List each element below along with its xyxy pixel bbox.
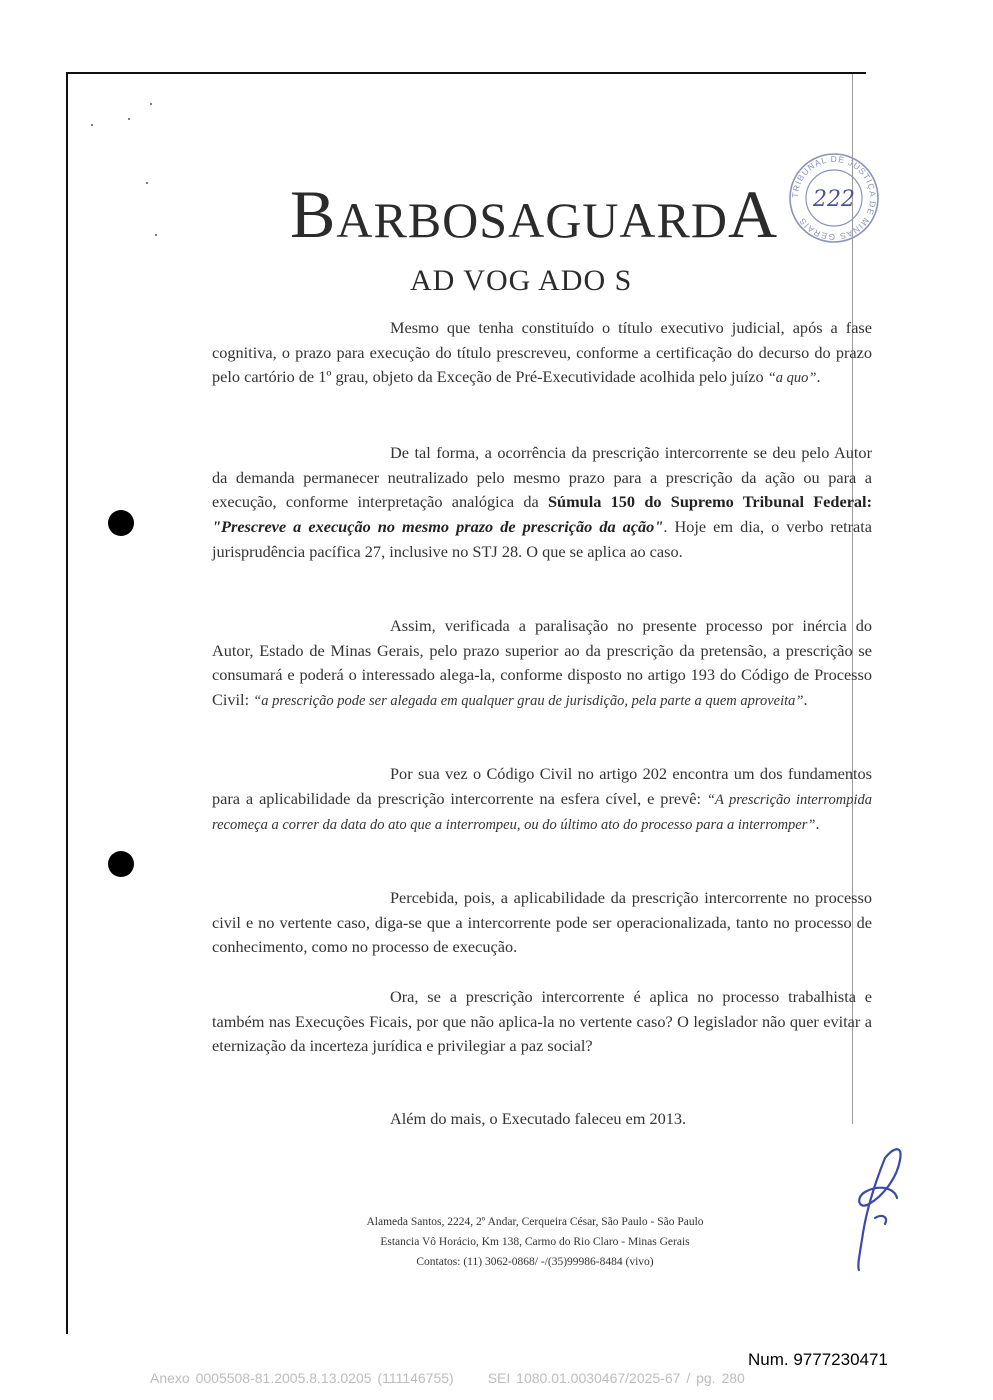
page-border-left [66, 72, 68, 1334]
paragraph-2-end: . Hoje em dia, o verbo retrata jurisprudência pacífica 27, inclusive no STJ 28. O que se aplica ao caso. [212, 517, 872, 561]
annex-watermark [150, 1370, 745, 1386]
paragraph-4-quote: “A prescrição interrompida recomeça a correr da data do ato que a interrompeu, ou do último ato do processo para a interromper” [212, 791, 872, 834]
footer-address-sao-paulo: Alameda Santos, 2224, 2º Andar, Cerqueira César, São Paulo - São Paulo [366, 1216, 704, 1228]
logo-middle: ARBOSAGUARD [336, 192, 728, 248]
paragraph-3-quote: “a prescrição pode ser alegada em qualquer grau de jurisdição, pela parte a quem aproveita” [253, 693, 804, 710]
sei-reference: SEI 1080.01.0030467/2025-67 / pg. 280 [487, 1370, 745, 1386]
binder-hole [108, 510, 134, 536]
paragraph-7-text: Além do mais, o Executado faleceu em 2013. [390, 1109, 687, 1128]
paragraph-5-text: Percebida, pois, a aplicabilidade da prescrição intercorrente no processo civil e no vertente caso, diga-se que a intercorrente pode ser operacionalizada, tanto no processo de conhecimento, como no processo de execução. [212, 888, 872, 957]
paragraph-6 [212, 985, 872, 1059]
paragraph-4 [212, 762, 872, 838]
document-number: Num. 9777230471 [748, 1350, 888, 1369]
annex-reference: Anexo 0005508-81.2005.8.13.0205 (111146755) [150, 1370, 454, 1386]
paragraph-6-text: Ora, se a prescrição intercorrente é aplica no processo trabalhista e também nas Execuções Ficais, por que não aplica-la no vertente caso? O legislador não quer evitar a eternização da incerteza jurídica e privilegiar a paz social? [212, 987, 872, 1056]
scan-speck [155, 234, 157, 236]
paragraph-1 [212, 316, 872, 391]
court-seal-stamp [786, 150, 882, 246]
paragraph-4-text: Por sua vez o Código Civil no artigo 202 encontra um dos fundamentos para a aplicabilidade da prescrição intercorrente na esfera cível, e prevê: [212, 764, 872, 808]
firm-logo [290, 176, 779, 252]
scan-speck [146, 182, 148, 184]
paragraph-1-text: Mesmo que tenha constituído o título executivo judicial, após a fase cognitiva, o prazo para execução do título prescreveu, conforme a certificação do decurso do prazo pelo cartório de 1º grau, objeto da Exceção de Pré-Executividade acolhida pelo juízo [212, 318, 872, 387]
paragraph-5 [212, 886, 872, 960]
stamp-ring-text: TRIBUNAL DE JUSTIÇA DE MINAS GERAIS [789, 153, 879, 243]
paragraph-1-end: . [816, 367, 821, 387]
stamp-handwritten-number: 222 [813, 187, 855, 212]
footer-contacts: Contatos: (11) 3062-0868/ -/(35)99986-8484 (vivo) [416, 1256, 654, 1268]
scan-speck [150, 103, 152, 105]
footer-address-minas-gerais: Estancia Vô Horácio, Km 138, Carmo do Rio Claro - Minas Gerais [380, 1236, 690, 1248]
letterhead-footer [300, 1212, 770, 1272]
paragraph-4-end: . [815, 814, 820, 834]
paragraph-2-bold: Súmula 150 do Supremo Tribunal Federal: [548, 492, 872, 512]
scan-speck [128, 118, 130, 120]
paragraph-1-quote: “a quo” [767, 370, 817, 387]
logo-final: A [727, 176, 779, 252]
paragraph-3-text: Assim, verificada a paralisação no presente processo por inércia do Autor, Estado de Minas Gerais, pelo prazo superior ao da prescrição da pretensão, a prescrição se consumará e poderá o interessado alega-la, conforme disposto no artigo 193 do Código de Processo Civil: [212, 616, 872, 710]
paragraph-7 [212, 1107, 872, 1132]
handwritten-signature [845, 1138, 915, 1278]
page-border-top [66, 72, 866, 74]
binder-hole [108, 851, 134, 877]
firm-subtitle: AD VOG ADO S [410, 264, 633, 297]
paragraph-3 [212, 614, 872, 714]
logo-initial: B [290, 176, 337, 252]
paragraph-2-text: De tal forma, a ocorrência da prescrição intercorrente se deu pelo Autor da demanda permanecer neutralizado pelo mesmo prazo para a prescrição da ação ou para a execução, conforme interpretação analógica da [212, 443, 872, 512]
paragraph-2-bold-italic: "Prescreve a execução no mesmo prazo de prescrição da ação" [212, 517, 664, 537]
scan-speck [91, 124, 93, 126]
paragraph-2 [212, 441, 872, 565]
paragraph-3-end: . [803, 690, 808, 710]
